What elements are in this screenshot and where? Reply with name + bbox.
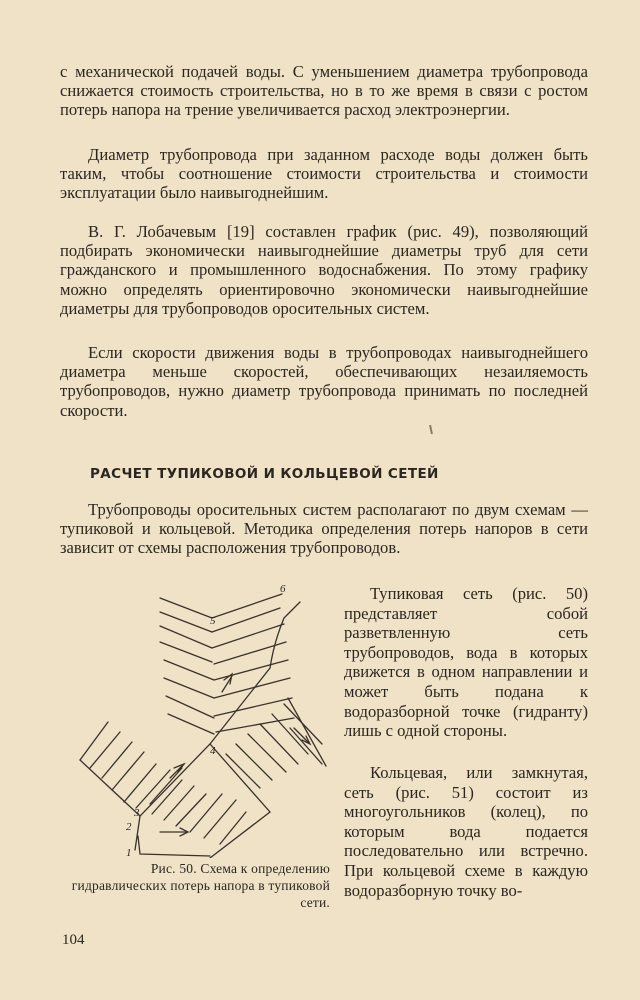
node-label: 2 [126,821,132,833]
node-label: 4 [210,745,216,757]
node-label: 3 [134,807,140,819]
print-mark [429,425,433,434]
node-label: 1 [126,847,132,858]
paragraph: Кольцевая, или замкнутая, сеть (рис. 51) состоит из многоугольников (колец), по которым вода подается последовательно или встречно. При кольцевой схеме в каждую водоразборную точку во- [344,763,588,900]
figure-caption: Рис. 50. Схема к определению гидравлических потерь напора в тупиковой сети. [71,861,330,910]
paragraph: Трубопроводы оросительных систем располагают по двум схемам — тупиковой и кольцевой. Методика определения потерь напоров в сети зависит от схемы расположения трубопроводов. [60,500,588,558]
pipe-main [135,602,300,850]
paragraph: Если скорости движения воды в трубопроводах наивыгоднейшего диаметра меньше скоростей, обеспечивающих незаиляемость трубопроводов, нужно диаметр трубопровода принимать по последней скорости. [60,343,588,420]
paragraph: Тупиковая сеть (рис. 50) представляет собой разветвленную сеть трубопроводов, вода в которых движется в одном направлении и может быть подана к водоразборной точке (гидранту) лишь с одной стороны. [344,584,588,741]
paragraph: Диаметр трубопровода при заданном расходе воды должен быть таким, чтобы соотношение стоимости строительства и стоимости эксплуатации было наивыгоднейшим. [60,145,588,203]
figure-dead-end-network [60,568,332,858]
node-label: 5 [210,615,216,627]
section-heading: РАСЧЕТ ТУПИКОВОЙ И КОЛЬЦЕВОЙ СЕТЕЙ [90,466,439,482]
paragraph: В. Г. Лобачевым [19] составлен график (рис. 49), позволяющий подбирать экономически наивыгоднейшие диаметры труб для сети гражданского и промышленного водоснабжения. По этому графику можно определять ориентировочно экономически наивыгоднейшие диаметры для трубопроводов оросительных систем. [60,222,588,318]
page-number: 104 [62,932,85,948]
paragraph: с механической подачей воды. С уменьшением диаметра трубопровода снижается стоимость строительства, но в то же время в связи с ростом потерь напора на трение увеличивается расход электроэнергии. [60,62,588,120]
node-label: 6 [280,583,286,595]
pipe-right [210,744,270,858]
